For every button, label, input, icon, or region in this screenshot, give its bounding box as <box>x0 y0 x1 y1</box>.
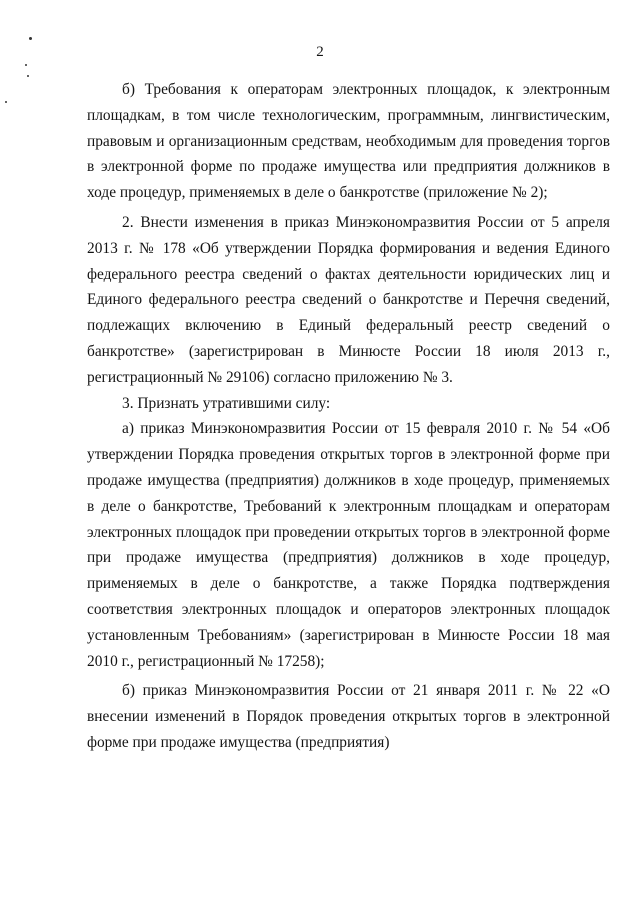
page-number: 2 <box>316 44 324 60</box>
paragraph-repeal-order-22: б) приказ Минэкономразвития России от 21 января 2011 г. № 22 «О внесении изменений в Порядок проведения открытых торгов в электронной форме при продаже имущества (предприятия) <box>87 682 610 751</box>
paragraph-repeal-order-54: а) приказ Минэкономразвития России от 15 февраля 2010 г. № 54 «Об утверждении Порядка проведения открытых торгов в электронной форме при продаже имущества (предприятия) должников в ходе процедур, применяемых в деле о банкротстве, Требований к электронным площадкам и операторам электронных площадок при проведении открытых торгов в электронной форме при продаже имущества (предприятия) должников в ходе процедур, применяемых в деле о банкротстве, а также Порядка подтверждения соответствия электронных площадок и операторов электронных площадок установленным Требованиям» (зарегистрирован в Минюсте России 18 мая 2010 г., регистрационный № 17258); <box>87 420 610 670</box>
paragraph-amend-order-178: 2. Внести изменения в приказ Минэкономразвития России от 5 апреля 2013 г. № 178 «Об утверждении Порядка формирования и ведения Единого федерального реестра сведений о фактах деятельности юридических лиц и Единого федерального реестра сведений о банкротстве и Перечня сведений, подлежащих включению в Единый федеральный реестр сведений о банкротстве» (зарегистрирован в Минюсте России 18 июля 2013 г., регистрационный № 29106) согласно приложению № 3. <box>87 213 610 386</box>
paragraph-repeal-heading: 3. Признать утратившими силу: <box>122 394 331 412</box>
margin-speck <box>29 37 32 40</box>
document-body <box>87 77 610 756</box>
margin-speck <box>25 64 27 66</box>
paragraph-requirements-operators: б) Требования к операторам электронных площадок, к электронным площадкам, в том числе технологическим, программным, лингвистическим, правовым и организационным средствам, необходимым для проведения торгов в электронной форме по продаже имущества или предприятия должников в ходе процедур, применяемых в деле о банкротстве (приложение № 2); <box>87 81 610 202</box>
margin-speck <box>5 101 7 103</box>
margin-speck <box>27 75 29 77</box>
